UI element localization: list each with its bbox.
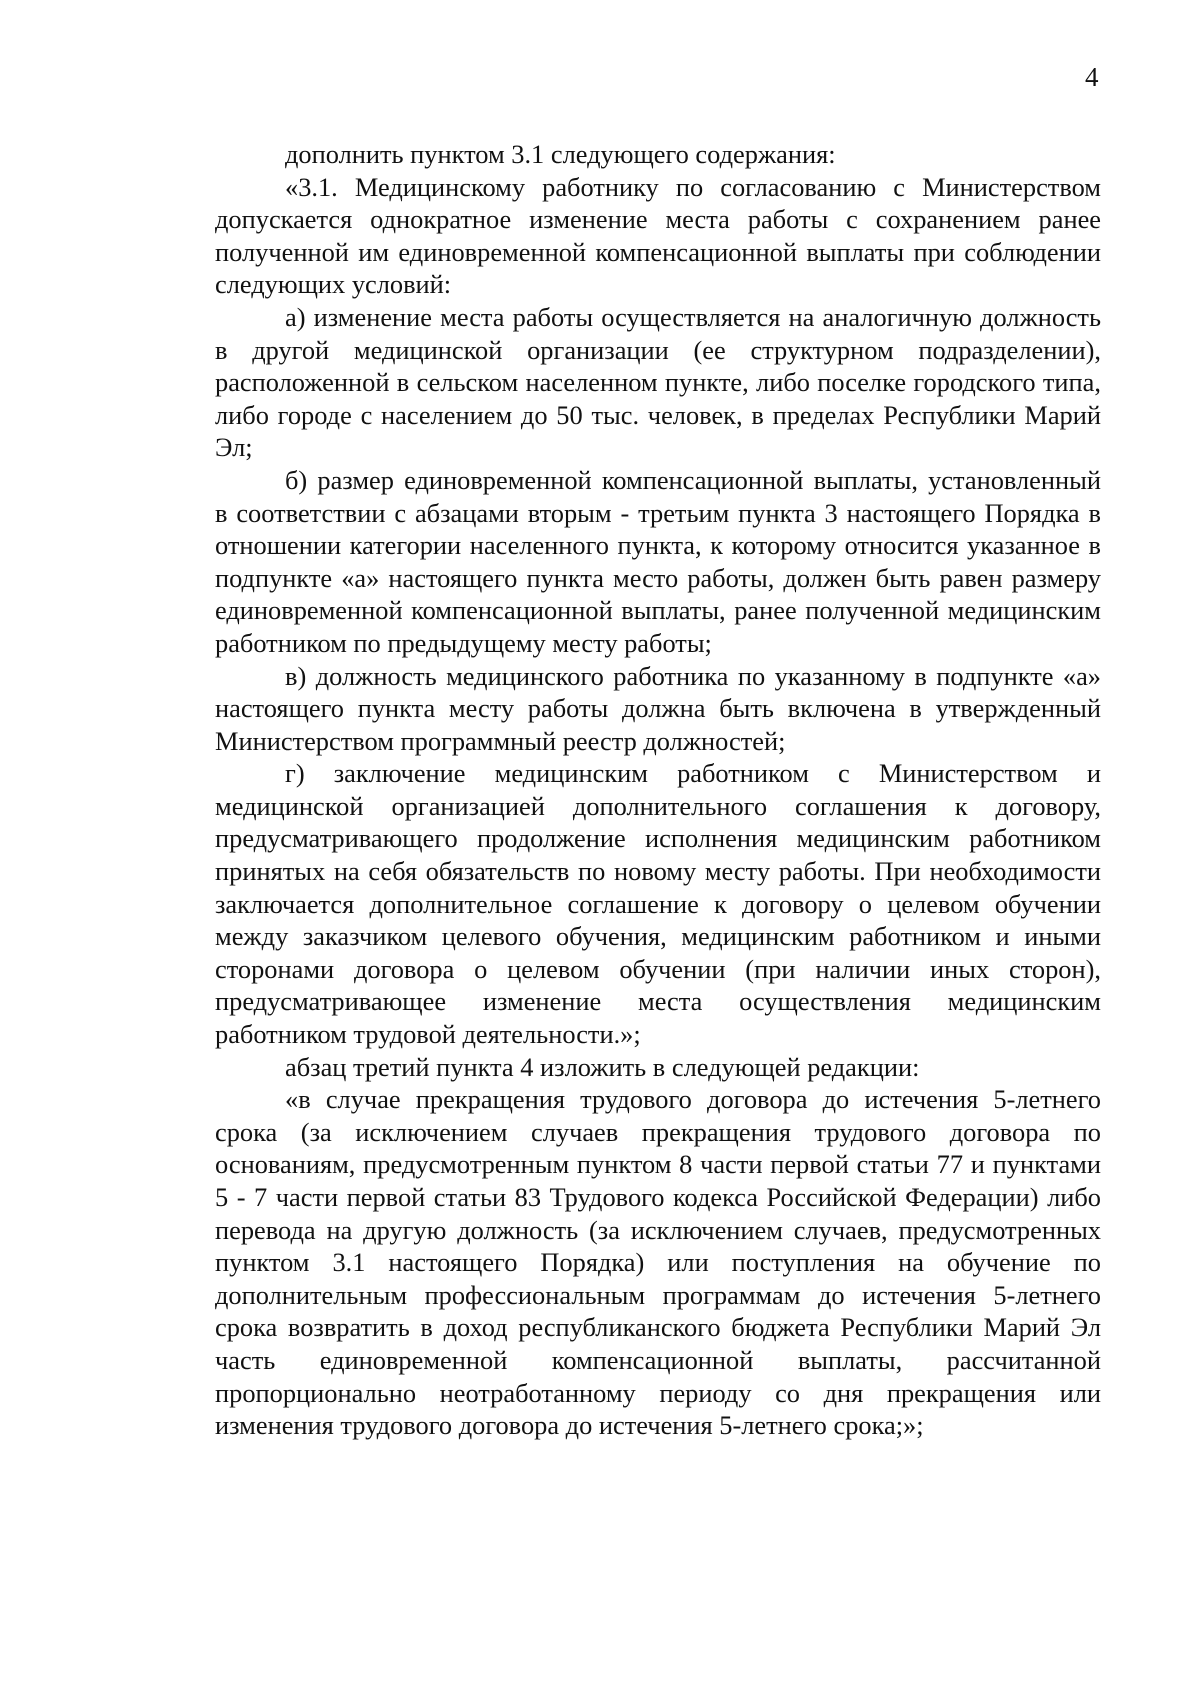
paragraph-condition-v: в) должность медицинского работника по указанному в подпункте «а» настоящего пункта месту работы должна быть включена в утвержденный Министерством программный реестр должностей; — [215, 660, 1101, 756]
paragraph-condition-b: б) размер единовременной компенсационной выплаты, установленный в соответствии с абзацами вторым - третьим пункта 3 настоящего Порядка в отношении категории населенного пункта, к которому относится указанное в подпункте «а» настоящего пункта место работы, должен быть равен размеру единовременной компенсационной выплаты, ранее полученной медицинским работником по предыдущему месту работы; — [215, 464, 1101, 658]
paragraph-amendment-intro: абзац третий пункта 4 изложить в следующей редакции: — [285, 1051, 920, 1082]
paragraph-amendment-text: «в случае прекращения трудового договора до истечения 5-летнего срока (за исключением случаев прекращения трудового договора по основаниям, предусмотренным пунктом 8 части первой статьи 77 и пунктами 5 - 7 части первой статьи 83 Трудового кодекса Российской Федерации) либо перевода на другую должность (за исключением случаев, предусмотренных пунктом 3.1 настоящего Порядка) или поступления на обучение по дополнительным профессиональным программам до истечения 5-летнего срока возвратить в доход республиканского бюджета Республики Марий Эл часть единовременной компенсационной выплаты, рассчитанной пропорционально неотработанному периоду со дня прекращения или изменения трудового договора до истечения 5-летнего срока;»; — [215, 1084, 1101, 1441]
page-number: 4 — [1085, 62, 1099, 92]
paragraph-intro: дополнить пунктом 3.1 следующего содержания: — [285, 139, 836, 169]
document-body — [215, 138, 1101, 1442]
paragraph-clause-3-1: «3.1. Медицинскому работнику по согласованию с Министерством допускается однократное изменение места работы с сохранением ранее полученной им единовременной компенсационной выплаты при соблюдении следующих условий: — [215, 171, 1101, 300]
paragraph-condition-g: г) заключение медицинским работником с Министерством и медицинской организацией дополнительного соглашения к договору, предусматривающего продолжение исполнения медицинским работником принятых на себя обязательств по новому месту работы. При необходимости заключается дополнительное соглашение к договору о целевом обучении между заказчиком целевого обучения, медицинским работником и иными сторонами договора о целевом обучении (при наличии иных сторон), предусматривающее изменение места осуществления медицинским работником трудовой деятельности.»; — [215, 758, 1101, 1050]
paragraph-condition-a: а) изменение места работы осуществляется на аналогичную должность в другой медицинской организации (ее структурном подразделении), расположенной в сельском населенном пункте, либо поселке городского типа, либо городе с населением до 50 тыс. человек, в пределах Республики Марий Эл; — [215, 301, 1101, 463]
